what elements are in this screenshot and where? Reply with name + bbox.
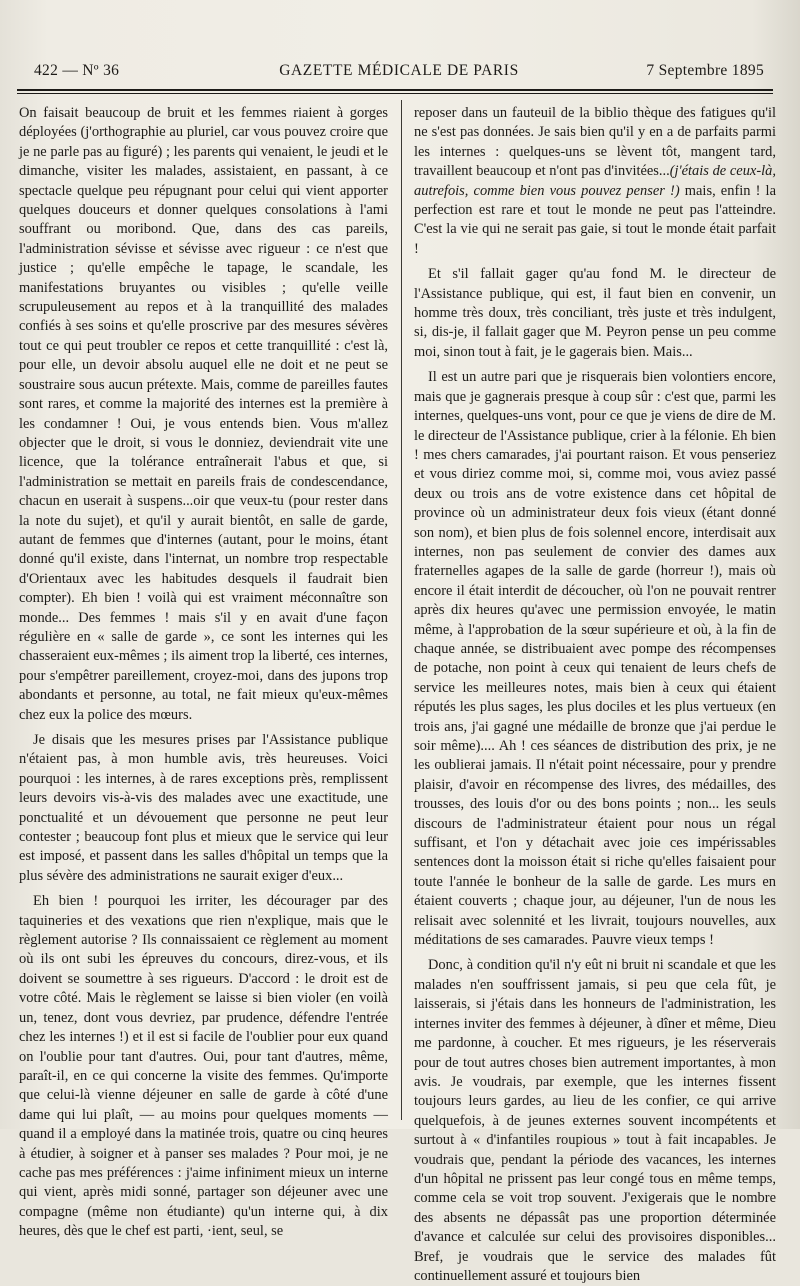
page-header xyxy=(34,62,764,84)
issue-date: 7 Septembre 1895 xyxy=(646,62,764,79)
paragraph-text: reposer dans un fauteuil de la biblio thèque des fatigues qu'il ne s'est pas données. Je sais bien qu'il y en a de parfaits parmi les internes : quelques-uns se lèvent tôt, mangent tard, travaillent beaucoup et n'ont pas d'invitées... xyxy=(414,105,776,180)
paragraph: Et s'il fallait gager qu'au fond M. le directeur de l'Assistance publique, qui est, il faut bien en convenir, un homme très doux, très conciliant, très juste et très indulgent, si, dis-je, il fallait gager que M. Peyron pense un peu comme moi, sinon tout à fait, je le gagerais bien. Mais... xyxy=(414,266,776,360)
paragraph xyxy=(414,104,776,259)
journal-title: GAZETTE MÉDICALE DE PARIS xyxy=(279,62,519,79)
paragraph: Donc, à condition qu'il n'y eût ni bruit ni scandale et que les malades n'en souffrissent jamais, si peu que cela fût, je laisserais, si j'étais dans les honneurs de l'administration, les internes inviter des femmes à déjeuner, à dîner et même, Dieu me pardonne, à coucher. Et mes rigueurs, je les réserverais pour de tout autres choses bien autrement importantes, à mon avis. Je voudrais, par exemple, que les internes fissent toujours leurs gardes, au lieu de les confier, ce qui arrive quelquefois, à de jeunes externes souvent incompétents et surtout à « d'infantiles roupious » tout à fait incapables. Je voudrais que, pendant la période des vacances, les internes d'un hôpital ne prissent pas leur congé tous en même temps, comme cela se voit trop souvent. J'exigerais que le nombre des absents ne dépassât pas une proportion déterminée d'avance et calculée sur celui des provisoires disponibles... Bref, je voudrais que le service des malades fût continuellement assuré et toujours bien xyxy=(414,957,776,1284)
header-rule xyxy=(17,89,773,94)
paragraph-text: mais, enfin ! la perfection est rare et tout le monde ne peut pas l'atteindre. C'est la vie qui ne serait pas gaie, si tout le monde était parfait ! xyxy=(414,182,776,257)
page-number: 422 — Nº 36 xyxy=(34,62,120,79)
italic-aside: (j'étais de ceux-là, autrefois, comme bien vous pouvez penser !) xyxy=(414,163,776,199)
column-divider xyxy=(401,100,402,1120)
paragraph: On faisait beaucoup de bruit et les femmes riaient à gorges déployées (j'orthographie au pluriel, car vous pouvez croire que je ne parle pas au figuré) ; les parents qui venaient, le jeudi et le dimanche, visiter les malades, assistaient, en passant, à ce spectacle quelque peu répugnant pour celui qui vient apporter quelques douceurs et donner quelques consolations à l'ami souffrant ou moribond. Que, dans des cas pareils, l'administration sévisse et sévisse avec rigueur : ce n'est que justice ; qu'elle empêche le tapage, le scandale, les manifestations bruyantes ou visibles ; qu'elle veille scrupuleusement au repos et à la tranquillité des malades confiés à ses soins et qu'elle proscrive par des mesures sévères tout ce qui peut troubler ce repos et cette tranquillité : c'est là, pour elle, un devoir absolu auquel elle ne doit et ne peut se soustraire sous aucun prétexte. Mais, comme de pareilles fautes sont rares, et comme la majorité des internes est la première à les condamner ! Oui, je vous entends bien. Vous m'allez objecter que le droit, si vous le donniez, deviendrait vite une licence, que la tolérance entraînerait l'abus et que, si l'administration se mettait en pareils frais de condescendance, chacun en userait à suspens...oir que veux-tu (pour rester dans la note du sujet), et qu'il y aurait bientôt, en salle de garde, autant de femmes que d'internes (autant, pour le moins, étant donné qu'il existe, dans l'internat, un nombre trop respectable d'Orientaux avec les habitudes desquels il faudrait bien compter). Eh bien ! voilà qui est vraiment méconnaître son monde... Des femmes ! mais s'il y en avait d'une façon régulière en « salle de garde », ce sont les internes qui les chasseraient eux-mêmes ; ils aiment trop la liberté, ces internes, pour s'empêtrer pareillement, croyez-moi, dans des jupons trop abondants et personne, au total, ne fait mieux qu'eux-mêmes chez eux la police des mœurs. xyxy=(19,105,388,723)
paragraph: Eh bien ! pourquoi les irriter, les décourager par des taquineries et des vexations que rien n'explique, mais que le règlement autorise ? Ils connaissaient ce règlement au moment où ils ont subi les épreuves du concours, direz-vous, et ils doivent se soumettre à ses rigueurs. D'accord : le droit est de votre côté. Mais le règlement se laisse si bien violer (en voilà un, tenez, dont vous devriez, par prudence, défendre l'entrée chez les internes !) et il est si facile de l'oublier pour eux quand on l'oublie pour tant d'autres. Oui, pour tant d'autres, même, paraît-il, en ce qui concerne la visite des femmes. Qu'importe que celui-là vienne déjeuner en salle de garde à côté d'une dame qui lui plaît, — au moins pour quelques moments — quand il a employé dans la matinée trois, quatre ou cinq heures à étudier, à soigner et à panser ses malades ? Pour moi, je ne cache pas mes préférences : j'aime infiniment mieux un interne qui vient, après midi sonné, partager son déjeuner avec une compagne (même non étudiante) qu'un interne qui, à dix heures, dès que le chef est parti, ·ient, seul, se xyxy=(19,893,388,1240)
paragraph: Je disais que les mesures prises par l'Assistance publique n'étaient pas, à mon humble avis, très heureuses. Voici pourquoi : les internes, à de rares exceptions près, remplissent leurs devoirs vis-à-vis des malades avec une exactitude, une ponctualité et un dévouement que personne ne peut leur contester ; beaucoup font plus et mieux que le service qui leur est imposé, et passent dans les salles d'hôpital un temps que la plus sévère des administrations ne saurait exiger d'eux... xyxy=(19,732,388,884)
right-column xyxy=(414,104,776,1284)
left-column xyxy=(19,104,388,1240)
paragraph: Il est un autre pari que je risquerais bien volontiers encore, mais que je gagnerais presque à coup sûr : c'est que, parmi les internes, quelques-uns vont, pour ce que je viens de dire de M. le directeur de l'Assistance publique, crier à la félonie. Eh bien ! mes chers camarades, j'ai pourtant raison. Et vous penseriez et vous diriez comme moi, si, comme moi, vous aviez passé deux ou trois ans de votre existence dans cet hôpital de province où un administrateur deux fois vieux (étant donné son nom), et bien plus de fois solennel encore, interdisait aux internes, non pas seulement de convier des dames aux fraternelles agapes de la salle de garde (horreur !), mais où encore il était interdit de découcher, où l'on ne pouvait rentrer après dix heures qu'avec une permission envoyée, le matin même, à l'approbation de la sœur supérieure et où, à la fin de chaque année, se distribuaient avec pompe des récompenses de potache, non point à ceux qui tenaient de leurs chefs de service les meilleures notes, mais bien à ceux qui étaient réputés les plus sages, les plus dociles et les plus vertueux (en trois ans, j'ai gagné une médaille de bronze que j'ai perdue le soir même).... Ah ! ces séances de distribution des prix, je ne les oublierai jamais. Il n'était point nécessaire, pour y prendre plaisir, d'avoir en récompense des livres, des médailles, des trousses, des louis d'or ou des bons points ; non... les seuls discours de l'administrateur étaient pour nous un régal suffisant, et l'on y détachait avec joie ces impérissables sentences dont la moisson était si riche qu'elles faisaient pour toute l'année le bonheur de la salle de garde. Les murs en étaient couverts ; chaque jour, au déjeuner, l'un de nous les relisait avec solennité et les livrait, toujours nouvelles, aux méditations de ses camarades. Pauvre vieux temps ! xyxy=(414,369,776,949)
